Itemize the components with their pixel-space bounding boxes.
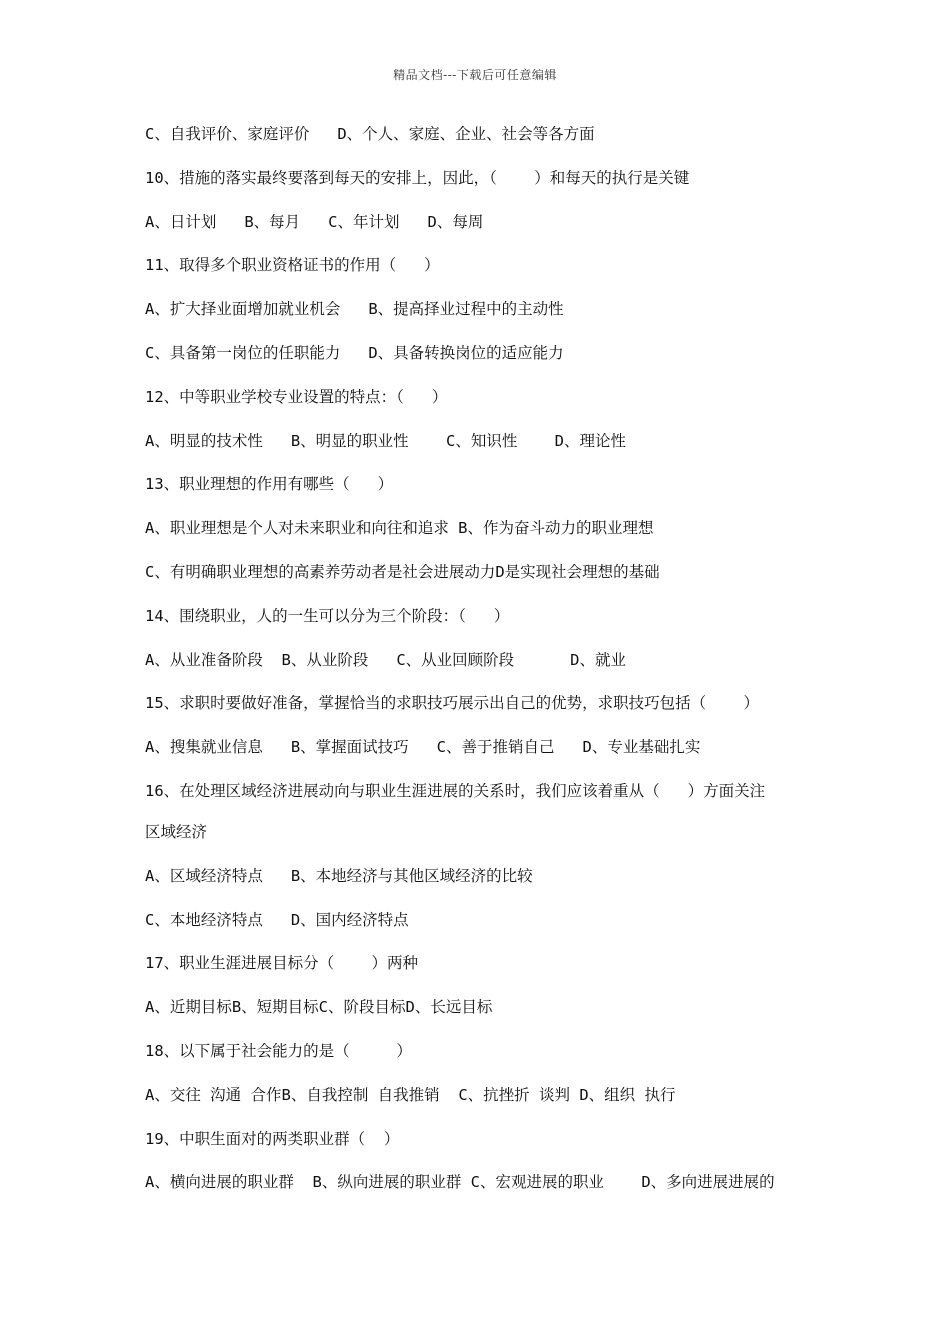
question-16-line-2: 区域经济 [145,822,208,841]
answer-options-q12: A、明显的技术性 B、明显的职业性 C、知识性 D、理论性 [145,431,626,450]
question-10: 10、措施的落实最终要落到每天的安排上，因此，（ ）和每天的执行是关键 [145,168,690,187]
answer-options-q13-cd: C、有明确职业理想的高素养劳动者是社会进展动力D是实现社会理想的基础 [145,562,660,581]
answer-options-q11-cd: C、具备第一岗位的任职能力 D、具备转换岗位的适应能力 [145,343,564,362]
answer-options-q13-ab: A、职业理想是个人对未来职业和向往和追求 B、作为奋斗动力的职业理想 [145,519,654,538]
question-12: 12、中等职业学校专业设置的特点：（ ） [145,387,448,406]
answer-options-q11-ab: A、扩大择业面增加就业机会 B、提高择业过程中的主动性 [145,300,564,319]
question-19: 19、中职生面对的两类职业群（ ） [145,1129,400,1148]
question-17: 17、职业生涯进展目标分（ ）两种 [145,954,418,973]
question-15: 15、求职时要做好准备，掌握恰当的求职技巧展示出自己的优势，求职技巧包括（ ） [145,694,759,713]
answer-options-q9-cd: C、自我评价、家庭评价 D、个人、家庭、企业、社会等各方面 [145,125,595,143]
answer-options-q10: A、日计划 B、每月 C、年计划 D、每周 [145,212,484,231]
document-body [145,124,825,1216]
answer-options-q14: A、从业准备阶段 B、从业阶段 C、从业回顾阶段 D、就业 [145,650,626,669]
question-11: 11、取得多个职业资格证书的作用（ ） [145,256,440,275]
question-14: 14、围绕职业，人的一生可以分为三个阶段：（ ） [145,606,510,625]
question-16 [145,781,825,842]
answer-options-q19: A、横向进展的职业群 B、纵向进展的职业群 C、宏观进展的职业 D、多向进展进展的 [145,1173,775,1192]
question-13: 13、职业理想的作用有哪些（ ） [145,475,394,494]
answer-options-q17: A、近期目标B、短期目标C、阶段目标D、长远目标 [145,998,493,1017]
answer-options-q16-cd: C、本地经济特点 D、国内经济特点 [145,910,409,929]
answer-options-q18: A、交往 沟通 合作B、自我控制 自我推销 C、抗挫折 谈判 D、组织 执行 [145,1085,676,1104]
answer-options-q15: A、搜集就业信息 B、掌握面试技巧 C、善于推销自己 D、专业基础扎实 [145,738,701,757]
answer-options-q16-ab: A、区域经济特点 B、本地经济与其他区域经济的比较 [145,866,533,885]
page-header: 精品文档---下载后可任意编辑 [393,68,557,82]
question-16-line-1: 16、在处理区域经济进展动向与职业生涯进展的关系时，我们应该着重从（ ）方面关注 [145,781,766,800]
question-18: 18、以下属于社会能力的是（ ） [145,1041,412,1060]
